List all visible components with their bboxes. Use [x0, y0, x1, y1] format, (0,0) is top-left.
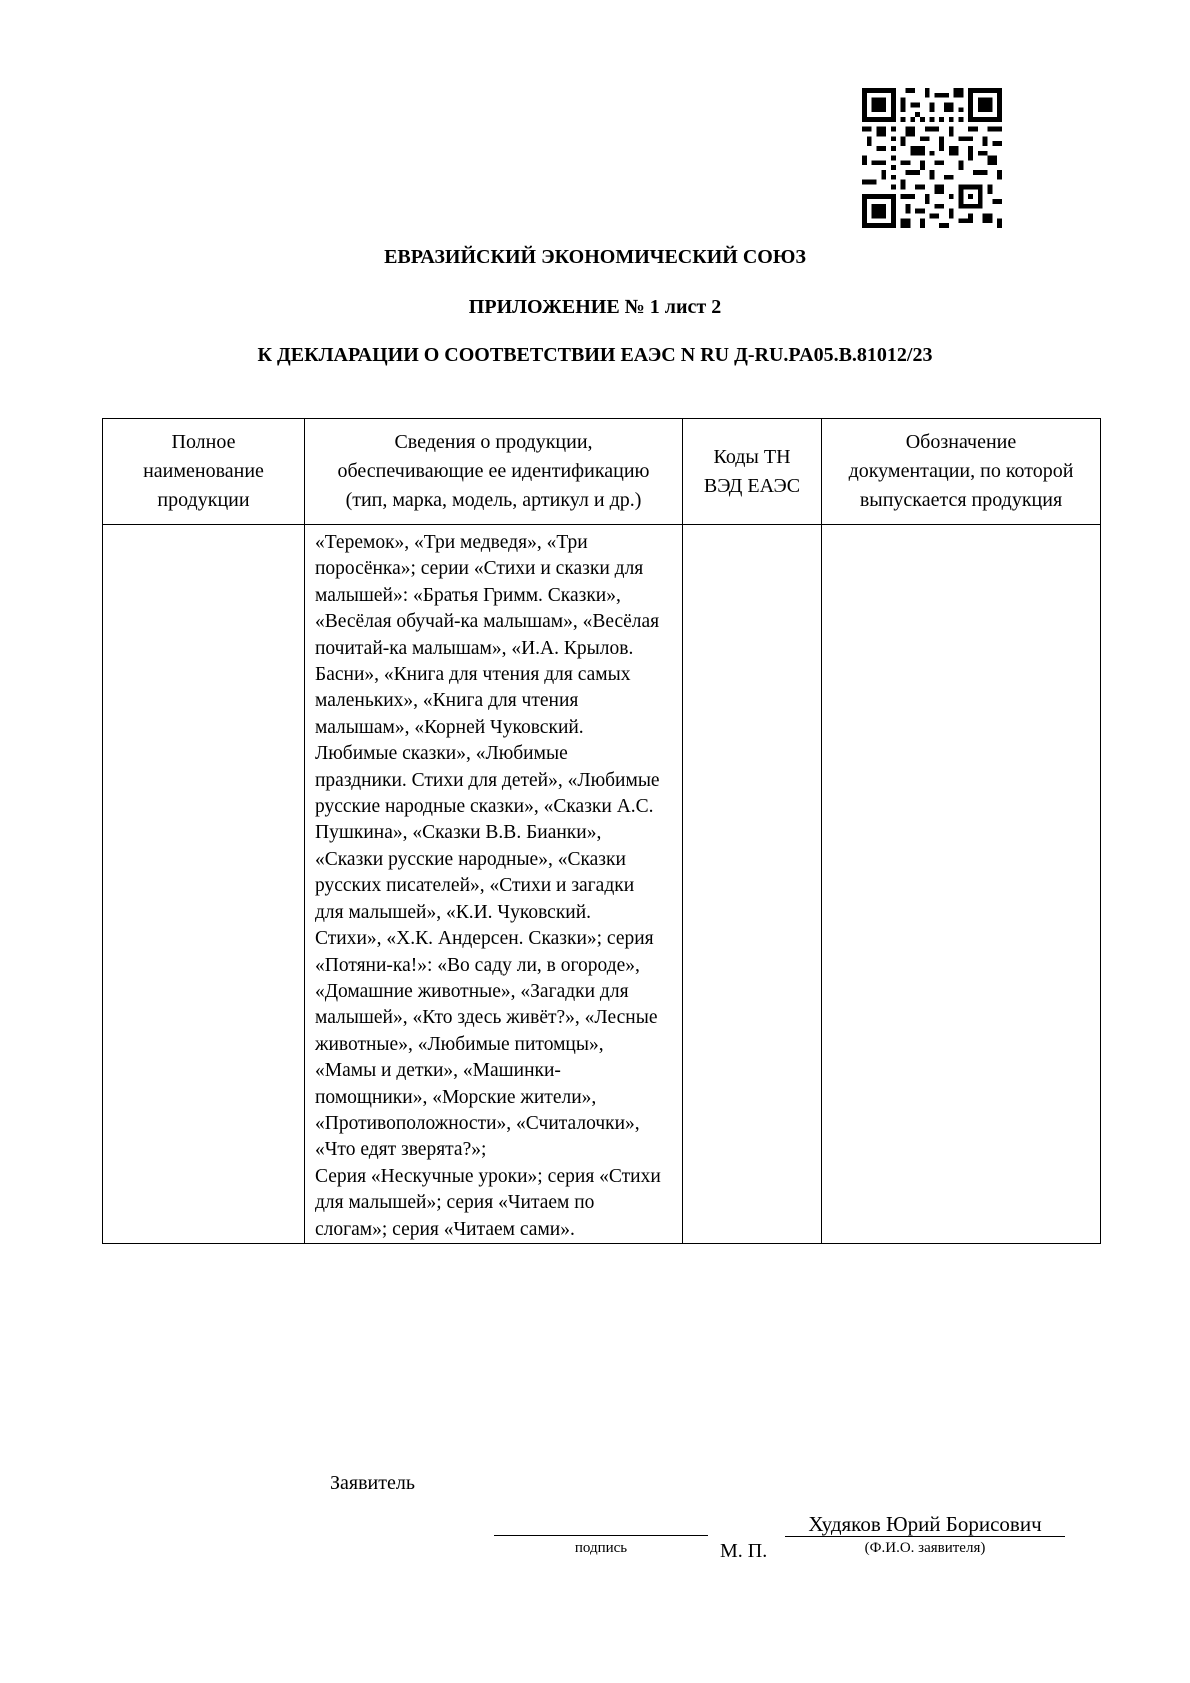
header-documentation: Обозначение документации, по которой выпускается продукция — [822, 419, 1101, 525]
cell-product-name — [103, 525, 305, 1244]
union-title: ЕВРАЗИЙСКИЙ ЭКОНОМИЧЕСКИЙ СОЮЗ — [384, 246, 806, 268]
product-info-line: помощники», «Морские жители», — [315, 1086, 597, 1108]
applicant-label: Заявитель — [330, 1472, 415, 1494]
stamp-label: М. П. — [720, 1540, 768, 1562]
product-info-line: Басни», «Книга для чтения для самых — [315, 664, 631, 686]
product-info-line: Серия «Нескучные уроки»; серия «Стихи — [315, 1165, 661, 1187]
product-info-line: «Домашние животные», «Загадки для — [315, 980, 629, 1002]
product-info-line: «Сказки русские народные», «Сказки — [315, 848, 626, 870]
product-info-line: малышей»: «Братья Гримм. Сказки», — [315, 584, 621, 606]
product-info-line: маленьких», «Книга для чтения — [315, 690, 579, 712]
product-info-line: русских писателей», «Стихи и загадки — [315, 875, 635, 897]
product-info-line: «Весёлая обучай-ка малышам», «Весёлая — [315, 611, 660, 633]
product-info-line: малышам», «Корней Чуковский. — [315, 716, 584, 738]
header-product-name: Полное наименование продукции — [103, 419, 305, 525]
applicant-name: Худяков Юрий Борисович — [785, 1512, 1065, 1537]
product-info-line: поросёнка»; серии «Стихи и сказки для — [315, 558, 644, 580]
product-info-line: почитай-ка малышам», «И.А. Крылов. — [315, 637, 634, 659]
product-info-line: «Противоположности», «Считалочки», — [315, 1112, 640, 1134]
qr-code-icon — [862, 88, 1002, 228]
table-header-row — [103, 419, 1101, 525]
product-info-line: слогам»; серия «Читаем сами». — [315, 1218, 575, 1240]
product-info-line: «Теремок», «Три медведя», «Три — [315, 532, 588, 553]
declaration-table — [102, 418, 1101, 1244]
applicant-name-caption: (Ф.И.О. заявителя) — [864, 1540, 986, 1556]
product-info-line: праздники. Стихи для детей», «Любимые — [315, 769, 660, 791]
cell-product-info — [305, 525, 683, 1244]
product-info-line: Стихи», «Х.К. Андерсен. Сказки»; серия — [315, 928, 654, 950]
table-row — [103, 525, 1101, 1244]
header-tnved-codes: Коды ТН ВЭД ЕАЭС — [683, 419, 822, 525]
product-info-line: «Что едят зверята?»; — [315, 1139, 487, 1161]
appendix-title: ПРИЛОЖЕНИЕ № 1 лист 2 — [468, 296, 722, 318]
product-info-line: русские народные сказки», «Сказки А.С. — [315, 796, 654, 818]
header-product-info: Сведения о продукции, обеспечивающие ее идентификацию (тип, марка, модель, артикул и др.) — [305, 419, 683, 525]
product-info-line: «Мамы и детки», «Машинки- — [315, 1060, 561, 1082]
cell-documentation — [822, 525, 1101, 1244]
product-info-line: Любимые сказки», «Любимые — [315, 743, 568, 765]
product-info-line: для малышей»; серия «Читаем по — [315, 1192, 595, 1214]
product-info-line: «Потяни-ка!»: «Во саду ли, в огороде», — [315, 954, 640, 976]
product-info-line: Пушкина», «Сказки В.В. Бианки», — [315, 822, 602, 844]
product-info-text — [305, 525, 682, 1243]
signature-line — [494, 1535, 708, 1536]
product-info-line: малышей», «Кто здесь живёт?», «Лесные — [315, 1007, 658, 1029]
cell-tnved-codes — [683, 525, 822, 1244]
product-info-line: для малышей», «К.И. Чуковский. — [315, 901, 592, 923]
declaration-title: К ДЕКЛАРАЦИИ О СООТВЕТСТВИИ ЕАЭС N RU Д-RU.PA05.B.81012/23 — [257, 344, 933, 366]
product-info-line: животные», «Любимые питомцы», — [315, 1033, 604, 1055]
signature-caption: подпись — [574, 1540, 628, 1556]
